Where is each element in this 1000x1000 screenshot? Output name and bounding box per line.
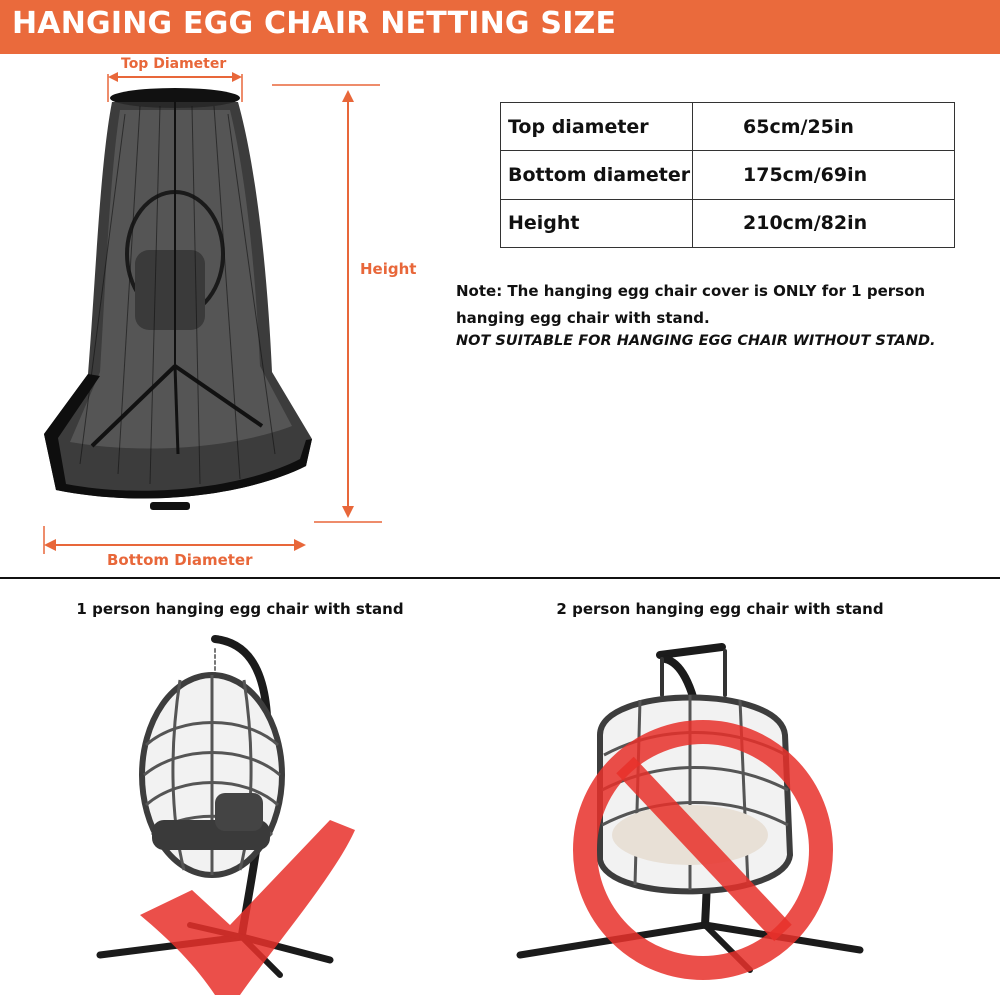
netting-illustration [0,54,460,574]
spec-key: Top diameter [501,103,693,151]
egg-basket [142,675,282,875]
top-diameter-label: Top Diameter [121,56,227,72]
netting-shape [44,88,312,510]
size-table [500,102,955,248]
spec-value: 65cm/25in [693,103,955,151]
section-divider [0,577,1000,579]
single-egg-chair-image [80,625,380,995]
table-row [501,103,955,151]
spec-key: Height [501,199,693,247]
table-row [501,199,955,247]
height-label: Height [360,260,417,278]
page-title: HANGING EGG CHAIR NETTING SIZE [12,6,617,41]
spec-key: Bottom diameter [501,151,693,199]
bottom-diameter-label: Bottom Diameter [107,551,253,569]
bottom-diameter-arrow [44,526,306,554]
spec-value: 175cm/69in [693,151,955,199]
table-row [501,151,955,199]
spec-value: 210cm/82in [693,199,955,247]
single-chair-caption: 1 person hanging egg chair with stand [76,600,404,618]
double-chair-caption: 2 person hanging egg chair with stand [556,600,884,618]
usage-warning: NOT SUITABLE FOR HANGING EGG CHAIR WITHOUT STAND. [456,333,936,349]
title-banner [0,0,1000,54]
usage-note: Note: The hanging egg chair cover is ONLY for 1 person hanging egg chair with stand. [456,282,926,327]
double-egg-chair-image [500,625,890,995]
